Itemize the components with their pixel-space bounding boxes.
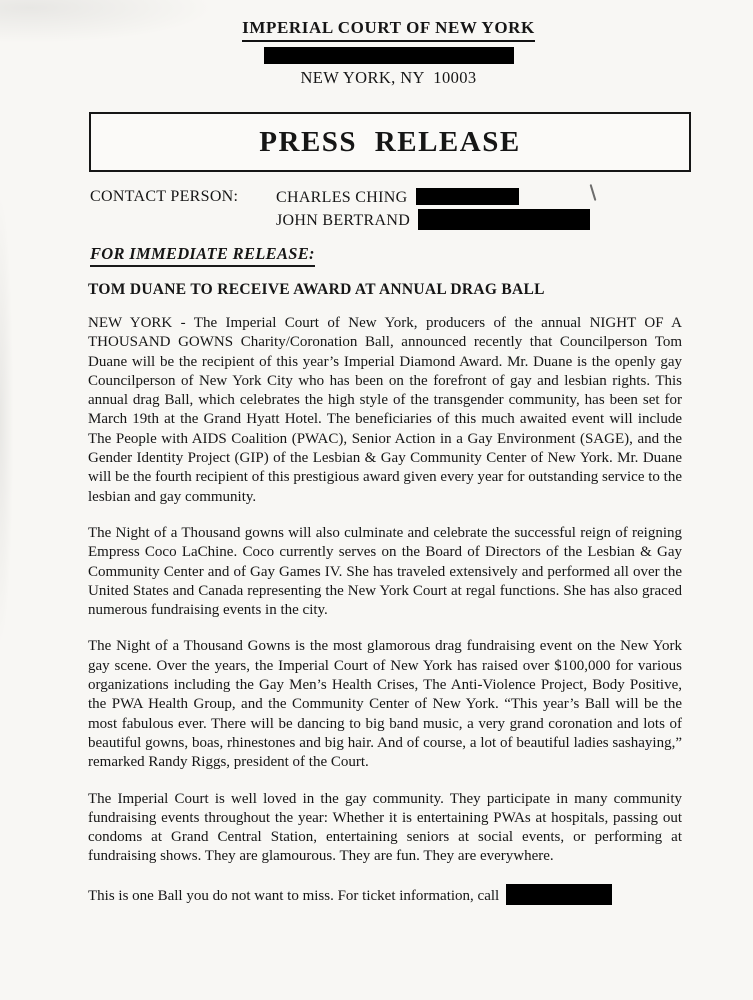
body-text	[88, 314, 682, 923]
city-line: NEW YORK, NY 10003	[300, 68, 477, 87]
press-release-banner	[89, 112, 691, 172]
contact-name-1: CHARLES CHING	[276, 189, 408, 206]
address-redaction-bar	[264, 47, 514, 64]
for-immediate-release-line: FOR IMMEDIATE RELEASE:	[90, 244, 315, 267]
press-release-title: PRESS RELEASE	[259, 125, 521, 158]
headline: TOM DUANE TO RECEIVE AWARD AT ANNUAL DRAG BALL	[88, 281, 545, 298]
paragraph-3: The Night of a Thousand Gowns is the most glamorous drag fundraising event on the New York gay scene. Over the years, the Imperial Court of New York has raised over $100,000 for various organizations including the Gay Men’s Health Crises, The Anti-Violence Project, Body Positive, the PWA Health Group, and the Community Center of New York. “This year’s Ball will be the most fabulous ever. There will be dancing to big band music, a very grand coronation and lots of beautiful gowns, boas, rhinestones and big hair. And of course, a lot of beautiful ladies sashaying,” remarked Randy Riggs, president of the Court.	[88, 638, 682, 771]
contact-person-label: CONTACT PERSON:	[90, 188, 239, 205]
contact-name-2: JOHN BERTRAND	[276, 212, 411, 229]
contact-names	[276, 188, 690, 230]
ticket-phone-redaction-bar	[506, 884, 612, 905]
contact-row-2	[276, 209, 690, 230]
phone-redaction-bar-1	[416, 188, 519, 205]
paragraph-2: The Night of a Thousand gowns will also culminate and celebrate the successful reign of reigning Empress Coco LaChine. Coco currently serves on the Board of Directors of the Lesbian & Gay Community Center and of Gay Games IV. She has traveled extensively and performed all over the United States and Canada representing the New York Court at regal functions. She has also graced numerous fundraising events in the city.	[88, 524, 682, 619]
phone-redaction-bar-2	[418, 209, 590, 230]
closing-line	[88, 884, 682, 906]
org-name: IMPERIAL COURT OF NEW YORK	[242, 18, 535, 42]
paragraph-4: The Imperial Court is well loved in the gay community. They participate in many community fundraising events throughout the year: Whether it is entertaining PWAs at hospitals, passing out condoms at Grand Central Station, entertaining seniors at social events, or performing at fundraising shows. They are glamourous. They are fun. They are everywhere.	[88, 790, 682, 865]
contact-section	[90, 188, 690, 230]
letterhead	[12, 18, 753, 88]
paragraph-1: NEW YORK - The Imperial Court of New York, producers of the annual NIGHT OF A THOUSAND GOWNS Charity/Coronation Ball, announced recently that Councilperson Tom Duane will be the recipient of this year’s Imperial Diamond Award. Mr. Duane is the openly gay Councilperson of New York City who has been on the forefront of gay and lesbian rights. This annual drag Ball, which celebrates the high style of the transgender community, has been set for March 19th at the Grand Hyatt Hotel. The beneficiaries of this much awaited event will include The People with AIDS Coalition (PWAC), Senior Action in a Gay Environment (SAGE), and the Gender Identity Project (GIP) of the Lesbian & Gay Community Center of New York. Mr. Duane will be the fourth recipient of this prestigious award given every year for outstanding service to the lesbian and gay community.	[88, 315, 682, 505]
closing-text: This is one Ball you do not want to miss. For ticket information, call	[88, 887, 500, 904]
contact-row-1	[276, 188, 690, 209]
